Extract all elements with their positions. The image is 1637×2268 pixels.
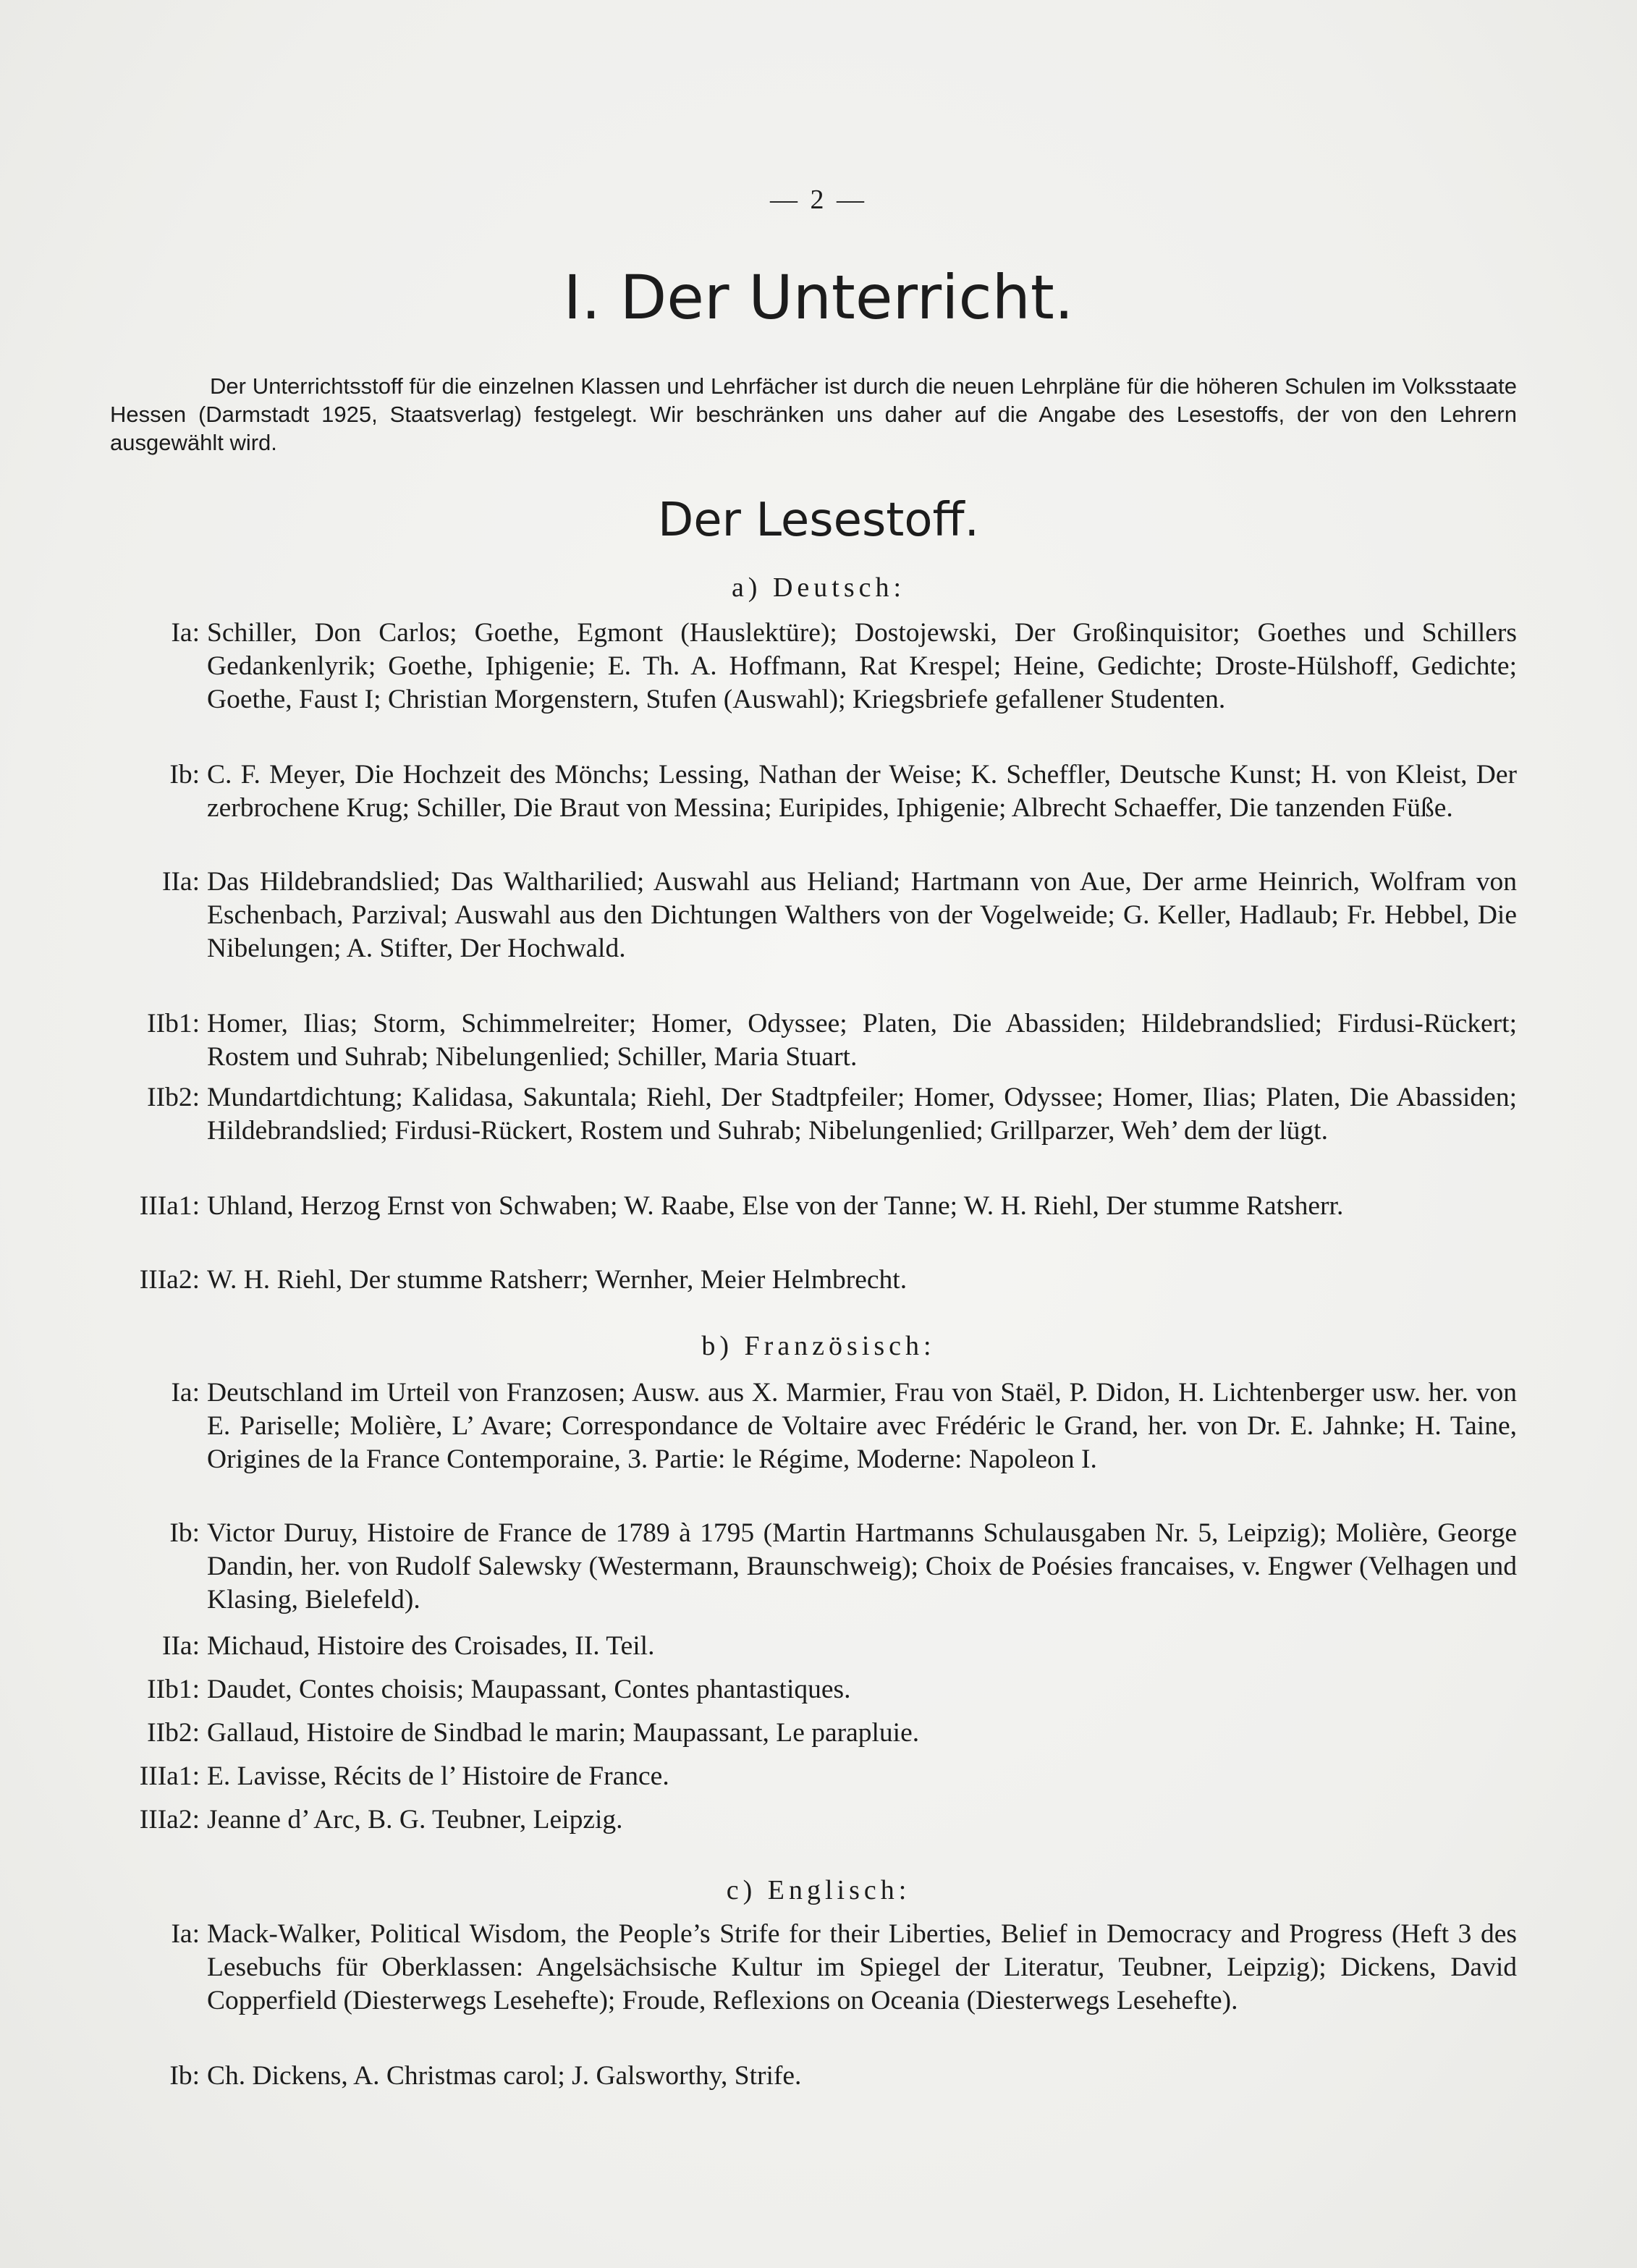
reading-text: Victor Duruy, Histoire de France de 1789 à 1795 (Martin Hartmanns Schulausgaben Nr. 5, Leipzig); Molière, George Dandin, her. von Rudolf Salewsky (Westermann, Braunschweig); Choix de Poésies francaises, v. Engwer (Velhagen und Klasing, Bielefeld).: [207, 1518, 1517, 1615]
reading-text: Uhland, Herzog Ernst von Schwaben; W. Raabe, Else von der Tanne; W. H. Riehl, Der stumme Ratsherr.: [207, 1191, 1344, 1221]
reading-text: E. Lavisse, Récits de l’ Histoire de France.: [207, 1761, 669, 1791]
reading-text: W. H. Riehl, Der stumme Ratsherr; Wernher, Meier Helmbrecht.: [207, 1265, 908, 1295]
reading-entry: [109, 1630, 1517, 1663]
reading-entry: [109, 1264, 1517, 1297]
class-label: Ib:: [169, 760, 200, 790]
class-label: IIIa1:: [139, 1191, 200, 1221]
class-label: Ia:: [171, 1378, 200, 1408]
chapter-title: I. Der Unterricht.: [563, 262, 1074, 333]
reading-entry: [109, 1918, 1517, 2018]
reading-text: Deutschland im Urteil von Franzosen; Ausw. aus X. Marmier, Frau von Staël, P. Didon, H. Lichtenberger usw. her. von E. Pariselle; Molière, L’ Avare; Correspondance de Voltaire avec Frédéric le Grand, her. von Dr. E. Jahnke; H. Taine, Origines de la France Contemporaine, 3. Partie: le Régime, Moderne: Napoleon I.: [207, 1378, 1517, 1474]
class-label: IIb1:: [147, 1009, 200, 1038]
section-title: Der Lesestoff.: [658, 494, 979, 547]
reading-text: Gallaud, Histoire de Sindbad le marin; Maupassant, Le parapluie.: [207, 1718, 920, 1748]
class-label: IIIa2:: [139, 1265, 200, 1295]
class-label: IIb2:: [147, 1718, 200, 1748]
reading-entry: [109, 1717, 1517, 1750]
intro-paragraph: Der Unterrichtsstoff für die einzelnen Klassen und Lehrfächer ist durch die neuen Lehrpläne für die höheren Schulen im Volksstaate Hessen (Darmstadt 1925, Staatsverlag) festgelegt. Wir beschränken uns daher auf die Angabe des Lesestoffs, der von den Lehrern ausgewählt wird.: [110, 373, 1517, 455]
reading-entry: [109, 1081, 1517, 1148]
reading-entry: [109, 1007, 1517, 1074]
reading-entry: [109, 1803, 1517, 1837]
reading-entry: [109, 1190, 1517, 1223]
subheading-franzoesisch: b) Französisch:: [701, 1331, 936, 1361]
reading-entry: [109, 1517, 1517, 1617]
class-label: IIb2:: [147, 1083, 200, 1112]
reading-text: C. F. Meyer, Die Hochzeit des Mönchs; Lessing, Nathan der Weise; K. Scheffler, Deutsche Kunst; H. von Kleist, Der zerbrochene Krug; Schiller, Die Braut von Messina; Euripides, Iphigenie; Albrecht Schaeffer, Die tanzenden Füße.: [207, 760, 1517, 823]
reading-text: Homer, Ilias; Storm, Schimmelreiter; Homer, Odyssee; Platen, Die Abassiden; Hildebrandslied; Firdusi-Rückert; Rostem und Suhrab; Nibelungenlied; Schiller, Maria Stuart.: [207, 1009, 1517, 1072]
class-label: IIb1:: [147, 1675, 200, 1704]
reading-text: Michaud, Histoire des Croisades, II. Teil.: [207, 1631, 655, 1661]
reading-entry: [109, 866, 1517, 965]
reading-entry: [109, 1673, 1517, 1706]
reading-entry: [109, 758, 1517, 825]
class-label: IIa:: [161, 867, 200, 897]
reading-text: Das Hildebrandslied; Das Waltharilied; Auswahl aus Heliand; Hartmann von Aue, Der arme Heinrich, Wolfram von Eschenbach, Parzival; Auswahl aus den Dichtungen Walthers von der Vogelweide; G. Keller, Hadlaub; Fr. Hebbel, Die Nibelungen; A. Stifter, Der Hochwald.: [207, 867, 1517, 963]
reading-text: Daudet, Contes choisis; Maupassant, Contes phantastiques.: [207, 1675, 851, 1704]
class-label: Ia:: [171, 1919, 200, 1949]
reading-text: Jeanne d’ Arc, B. G. Teubner, Leipzig.: [207, 1805, 623, 1835]
reading-text: Mack-Walker, Political Wisdom, the People’s Strife for their Liberties, Belief in Democracy and Progress (Heft 3 des Lesebuchs für Oberklassen: Angelsächsische Kultur im Spiegel der Literatur, Teubner, Leipzig); Dickens, David Copperfield (Diesterwegs Lesehefte); Froude, Reflexions on Oceania (Diesterwegs Lesehefte).: [207, 1919, 1517, 2015]
class-label: IIIa1:: [139, 1761, 200, 1791]
reading-entry: [109, 1376, 1517, 1476]
reading-text: Ch. Dickens, A. Christmas carol; J. Galsworthy, Strife.: [207, 2061, 802, 2091]
class-label: IIa:: [161, 1631, 200, 1661]
class-label: Ib:: [169, 2061, 200, 2091]
page-number: — 2 —: [770, 185, 867, 215]
class-label: IIIa2:: [139, 1805, 200, 1835]
subheading-englisch: c) Englisch:: [726, 1875, 911, 1905]
subheading-deutsch: a) Deutsch:: [731, 572, 906, 603]
reading-entry: [109, 617, 1517, 716]
class-label: Ia:: [171, 618, 200, 648]
class-label: Ib:: [169, 1518, 200, 1548]
reading-text: Schiller, Don Carlos; Goethe, Egmont (Hauslektüre); Dostojewski, Der Großinquisitor; Goethes und Schillers Gedankenlyrik; Goethe, Iphigenie; E. Th. A. Hoffmann, Rat Krespel; Heine, Gedichte; Droste-Hülshoff, Gedichte; Goethe, Faust I; Christian Morgenstern, Stufen (Auswahl); Kriegsbriefe gefallener Studenten.: [207, 618, 1517, 714]
reading-text: Mundartdichtung; Kalidasa, Sakuntala; Riehl, Der Stadtpfeiler; Homer, Odyssee; Homer, Ilias; Platen, Die Abassiden; Hildebrandslied; Firdusi-Rückert, Rostem und Suhrab; Nibelungenlied; Grillparzer, Weh’ dem der lügt.: [207, 1083, 1517, 1146]
reading-entry: [109, 2060, 1517, 2093]
reading-entry: [109, 1760, 1517, 1793]
